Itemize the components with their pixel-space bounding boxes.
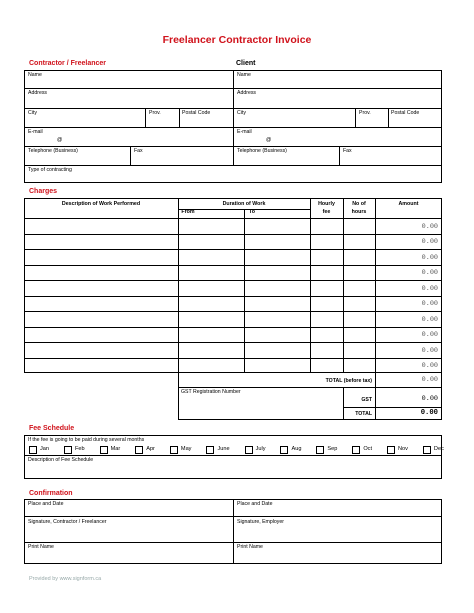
table-row (24, 249, 442, 250)
month-option[interactable] (423, 445, 444, 454)
table-row (24, 280, 442, 281)
divider (343, 198, 344, 373)
client-postal-field[interactable]: Postal Code (391, 110, 420, 116)
col-description: Description of Work Performed (61, 201, 141, 207)
checkbox-icon[interactable] (387, 446, 395, 454)
table-row (24, 265, 442, 266)
checkbox-icon[interactable] (170, 446, 178, 454)
month-checkboxes (29, 445, 444, 454)
fee-description-field[interactable]: Description of Fee Schedule (28, 457, 94, 463)
row-amount[interactable]: 0.00 (421, 222, 438, 231)
divider (24, 218, 442, 219)
col-duration: Duration of Work (222, 201, 266, 207)
divider (388, 108, 389, 127)
month-option[interactable] (29, 445, 49, 454)
month-option[interactable] (245, 445, 266, 454)
table-row (24, 327, 442, 328)
client-city-field[interactable]: City (237, 110, 246, 116)
row-amount[interactable]: 0.00 (421, 362, 438, 370)
divider (178, 387, 442, 388)
row-amount[interactable]: 0.00 (421, 300, 438, 308)
row-amount[interactable]: 0.00 (421, 238, 438, 246)
charges-table (24, 198, 442, 373)
divider (178, 198, 179, 373)
checkbox-icon[interactable] (206, 446, 214, 454)
contractor-signature-field[interactable]: Signature, Contractor / Freelancer (28, 519, 107, 525)
checkbox-icon[interactable] (352, 446, 360, 454)
table-row (24, 234, 442, 235)
month-label: Nov (398, 446, 408, 452)
client-name-field[interactable]: Name (237, 72, 251, 78)
table-row (24, 358, 442, 359)
contractor-name-field[interactable]: Name (28, 72, 42, 78)
table-row (24, 311, 442, 312)
divider (24, 127, 442, 128)
total-value[interactable]: 0.00 (420, 409, 438, 417)
divider (24, 108, 442, 109)
divider (24, 516, 442, 517)
client-fax-field[interactable]: Fax (343, 148, 352, 154)
contractor-place-date-field[interactable]: Place and Date (28, 501, 64, 507)
client-email-field[interactable]: E-mail (237, 129, 252, 135)
col-hours: hours (351, 209, 367, 215)
month-label: Oct (363, 446, 373, 452)
total-before-tax-label: TOTAL (before tax) (325, 378, 372, 384)
at-sign: @ (57, 137, 63, 143)
month-label: Apr (146, 446, 155, 452)
divider (375, 373, 376, 420)
month-option[interactable] (387, 445, 408, 454)
month-label: Feb (75, 446, 85, 452)
col-from: From (181, 209, 195, 215)
divider (24, 146, 442, 147)
col-to: To (248, 209, 256, 215)
client-prov-field[interactable]: Prov. (359, 110, 371, 116)
checkbox-icon[interactable] (135, 446, 143, 454)
row-amount[interactable]: 0.00 (421, 331, 438, 339)
month-option[interactable] (135, 445, 155, 454)
contractor-print-name-field[interactable]: Print Name (28, 544, 54, 550)
divider (343, 407, 442, 408)
charges-heading: Charges (29, 188, 58, 195)
month-option[interactable] (352, 445, 372, 454)
col-noof: No of (352, 201, 366, 207)
divider (24, 542, 442, 543)
divider (233, 499, 234, 564)
month-option[interactable] (206, 445, 229, 454)
checkbox-icon[interactable] (245, 446, 253, 454)
client-heading: Client (236, 60, 256, 67)
checkbox-icon[interactable] (29, 446, 37, 454)
confirmation-heading: Confirmation (29, 490, 73, 497)
month-label: June (217, 446, 230, 452)
checkbox-icon[interactable] (100, 446, 108, 454)
checkbox-icon[interactable] (423, 446, 431, 454)
contractor-prov-field[interactable]: Prov. (149, 110, 161, 116)
divider (339, 146, 340, 165)
month-label: May (180, 446, 192, 452)
contractor-heading: Contractor / Freelancer (29, 60, 107, 67)
contractor-postal-field[interactable]: Postal Code (182, 110, 211, 116)
month-option[interactable] (64, 445, 85, 454)
divider (24, 165, 442, 166)
divider (355, 108, 356, 127)
row-amount[interactable]: 0.00 (421, 253, 438, 262)
month-option[interactable] (316, 445, 337, 454)
fee-schedule-prompt: If the fee is going to be paid during several months (28, 437, 145, 443)
gst-label: GST (361, 397, 372, 403)
table-row (24, 342, 442, 343)
divider (375, 198, 376, 373)
total-before-tax-value[interactable]: 0.00 (421, 376, 438, 384)
divider (310, 198, 311, 373)
row-amount[interactable]: 0.00 (421, 284, 438, 293)
contractor-email-field[interactable]: E-mail (28, 129, 43, 135)
month-option[interactable] (280, 445, 301, 454)
contractor-address-field[interactable]: Address (28, 90, 48, 96)
checkbox-icon[interactable] (280, 446, 288, 454)
month-option[interactable] (170, 445, 192, 454)
client-phone-field[interactable]: Telephone (Business) (237, 148, 287, 154)
employer-place-date-field[interactable]: Place and Date (237, 501, 273, 507)
month-label: Aug (291, 446, 302, 452)
month-label: July (255, 446, 266, 452)
contractor-fax-field[interactable]: Fax (134, 148, 143, 154)
total-label: TOTAL (355, 411, 372, 417)
month-label: Mar (110, 446, 121, 452)
checkbox-icon[interactable] (316, 446, 324, 454)
client-address-field[interactable]: Address (237, 90, 257, 96)
row-amount[interactable]: 0.00 (421, 346, 438, 355)
contractor-city-field[interactable]: City (28, 110, 37, 116)
divider (179, 108, 180, 127)
divider (24, 455, 442, 456)
divider (24, 88, 442, 89)
divider (233, 70, 234, 165)
checkbox-icon[interactable] (64, 446, 72, 454)
month-label: Dec (433, 446, 444, 452)
month-label: Jan (40, 446, 50, 452)
col-amount: Amount (398, 201, 419, 207)
table-row (24, 296, 442, 297)
col-hourly: Hourly (318, 201, 335, 207)
at-sign: @ (266, 137, 272, 143)
gst-registration-field[interactable]: GST Registration Number (181, 389, 241, 395)
footer-credit: Provided by www.signform.ca (29, 576, 102, 582)
contracting-type-field[interactable]: Type of contracting (28, 167, 72, 173)
invoice-title: Freelancer Contractor Invoice (162, 34, 312, 46)
divider (130, 146, 131, 165)
employer-print-name-field[interactable]: Print Name (237, 544, 263, 550)
fee-schedule-heading: Fee Schedule (29, 425, 75, 432)
divider (145, 108, 146, 127)
month-option[interactable] (100, 445, 121, 454)
contractor-phone-field[interactable]: Telephone (Business) (28, 148, 78, 154)
month-label: Sep (327, 446, 338, 452)
employer-signature-field[interactable]: Signature, Employer (237, 519, 284, 525)
row-amount[interactable]: 0.00 (421, 269, 438, 277)
row-amount[interactable]: 0.00 (421, 315, 438, 324)
col-fee: fee (322, 209, 331, 215)
gst-value[interactable]: 0.00 (421, 395, 438, 403)
